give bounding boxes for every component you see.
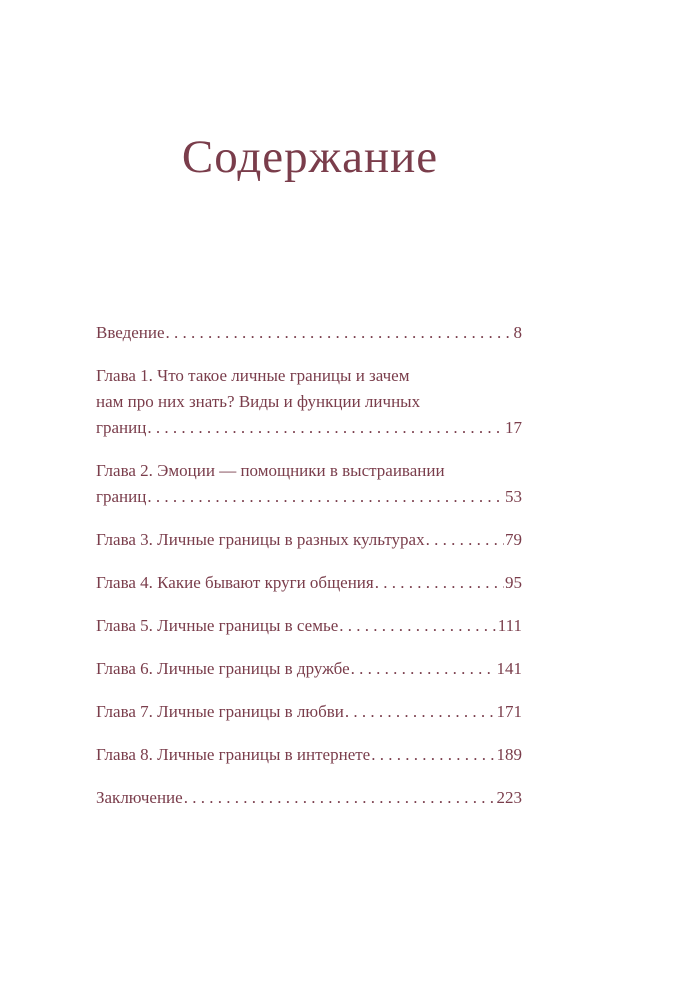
toc-entry-title: Глава 5. Личные границы в семье	[96, 616, 339, 635]
toc-entry-line	[96, 484, 522, 510]
dot-leader	[371, 742, 495, 768]
toc-entry-title: Заключение	[96, 788, 183, 807]
toc-entry-line	[96, 415, 522, 441]
toc-page-number: 141	[496, 659, 522, 678]
toc-entry-chapter-6[interactable]	[96, 656, 522, 682]
toc-page-number: 17	[505, 418, 522, 437]
dot-leader	[426, 527, 504, 553]
toc-entry-line	[96, 527, 522, 553]
toc-page-number: 189	[496, 745, 522, 764]
toc-entry-line	[96, 570, 522, 596]
toc-entry-title: Глава 8. Личные границы в интернете	[96, 745, 371, 764]
toc-entry-line	[96, 785, 522, 811]
toc-entry-title-line: Глава 1. Что такое личные границы и зачем	[96, 366, 410, 385]
toc-entry-chapter-4[interactable]	[96, 570, 522, 596]
toc-entry-conclusion[interactable]	[96, 785, 522, 811]
toc-entry-introduction[interactable]	[96, 320, 522, 346]
toc-entry-chapter-1[interactable]	[96, 363, 522, 441]
toc-page-number: 95	[505, 573, 522, 592]
toc-entry-title: Глава 3. Личные границы в разных культурах	[96, 530, 425, 549]
toc-entry-title: Глава 6. Личные границы в дружбе	[96, 659, 350, 678]
dot-leader	[375, 570, 504, 596]
toc-entry-title: Глава 4. Какие бывают круги общения	[96, 573, 374, 592]
toc-page-number: 111	[497, 616, 522, 635]
toc-page-number: 53	[505, 487, 522, 506]
toc-entry-chapter-2[interactable]	[96, 458, 522, 510]
toc-entry-line	[96, 613, 522, 639]
toc-entry-title: Глава 7. Личные границы в любви	[96, 702, 344, 721]
dot-leader	[184, 785, 496, 811]
dot-leader	[147, 415, 504, 441]
table-of-contents	[96, 320, 522, 828]
toc-page-number: 8	[513, 323, 522, 342]
toc-page-number: 171	[496, 702, 522, 721]
toc-entry-line	[96, 656, 522, 682]
dot-leader	[147, 484, 504, 510]
toc-entry-line	[96, 742, 522, 768]
toc-entry-title: границ	[96, 418, 147, 437]
toc-entry-line	[96, 320, 522, 346]
toc-entry-chapter-8[interactable]	[96, 742, 522, 768]
toc-entry-chapter-7[interactable]	[96, 699, 522, 725]
toc-entry-title-line: нам про них знать? Виды и функции личных	[96, 392, 421, 411]
toc-entry-title-line: Глава 2. Эмоции — помощники в выстраивании	[96, 461, 445, 480]
toc-entry-chapter-5[interactable]	[96, 613, 522, 639]
page-title: Содержание	[181, 131, 439, 183]
dot-leader	[166, 320, 513, 346]
dot-leader	[339, 613, 496, 639]
toc-page-number: 79	[505, 530, 522, 549]
toc-entry-title: Введение	[96, 323, 165, 342]
toc-entry-title: границ	[96, 487, 147, 506]
toc-page-number: 223	[496, 788, 522, 807]
toc-entry-line	[96, 699, 522, 725]
toc-entry-chapter-3[interactable]	[96, 527, 522, 553]
dot-leader	[351, 656, 496, 682]
dot-leader	[345, 699, 496, 725]
